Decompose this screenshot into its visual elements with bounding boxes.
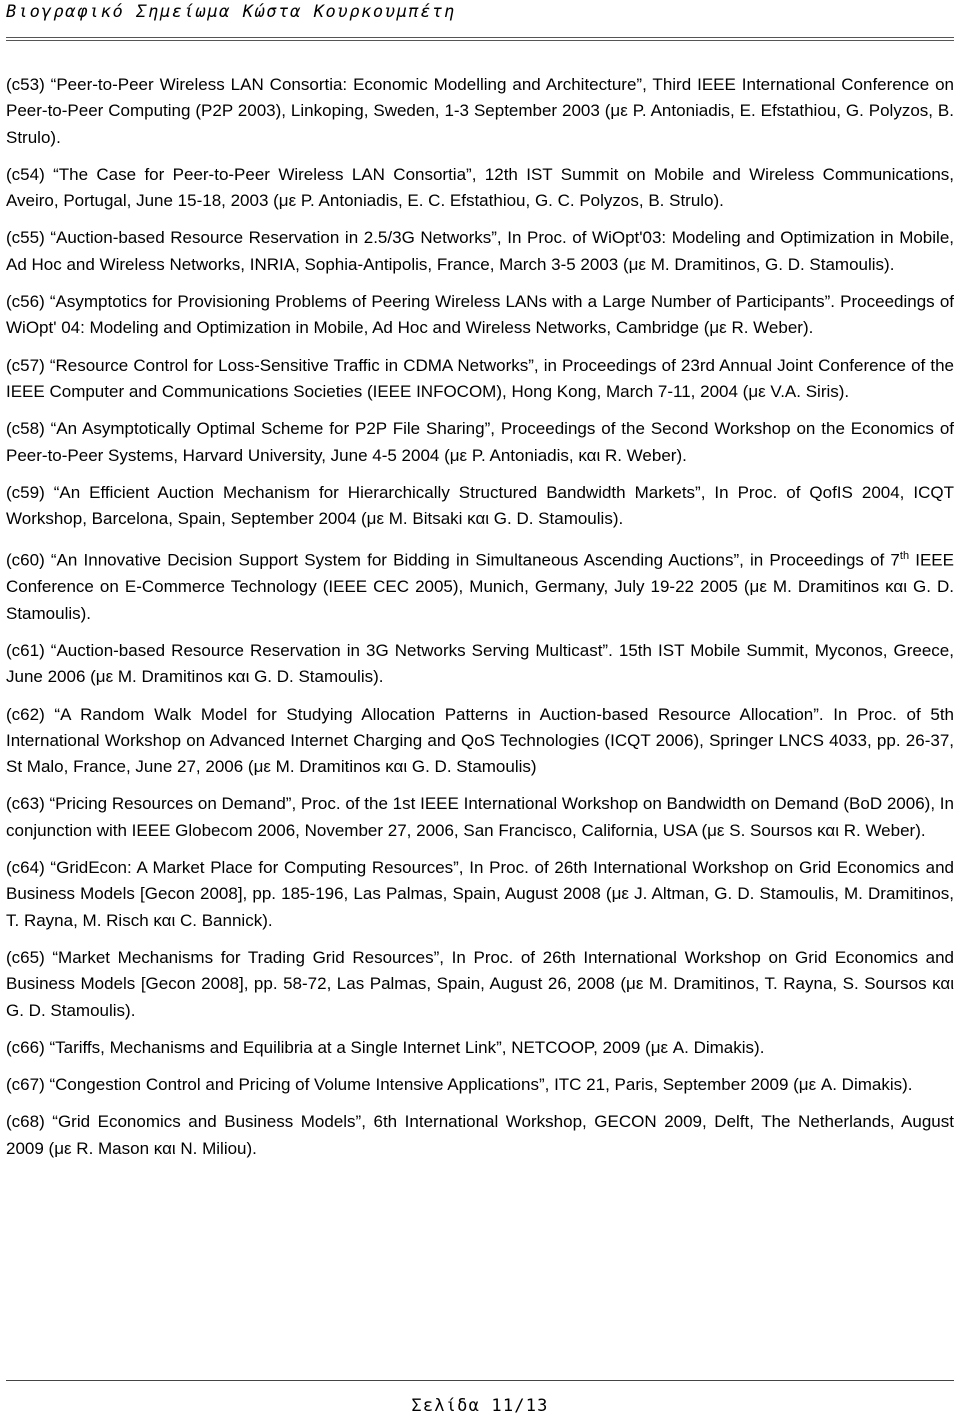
reference-c60 xyxy=(6,543,954,627)
reference-c68: (c68) “Grid Economics and Business Models”, 6th International Workshop, GECON 2009, Delft, The Netherlands, August 2009 (με R. Mason και N. Miliou). xyxy=(6,1112,954,1158)
reference-c60-superscript: th xyxy=(899,550,910,563)
reference-c59: (c59) “An Efficient Auction Mechanism for Hierarchically Structured Bandwidth Markets”, In Proc. of QofIS 2004, ICQT Workshop, Barcelona, Spain, September 2004 (με M. Bitsaki και G. D. Stamoulis). xyxy=(6,482,954,529)
reference-c53: (c53) “Peer-to-Peer Wireless LAN Consortia: Economic Modelling and Architecture”, Third IEEE International Conference on Peer-to-Peer Computing (P2P 2003), Linkoping, Sweden, 1-3 September 2003 (με P. Antoniadis, E. Efstathiou, G. Polyzos, B. Strulo). xyxy=(6,75,954,147)
reference-c56: (c56) “Asymptotics for Provisioning Problems of Peering Wireless LANs with a Large Number of Participants”. Proceedings of WiOpt' 04: Modeling and Optimization in Mobile, Ad Hoc and Wireless Networks, Cambridge (με R. Weber). xyxy=(6,292,954,338)
reference-c67: (c67) “Congestion Control and Pricing of Volume Intensive Applications”, ITC 21, Paris, September 2009 (με A. Dimakis). xyxy=(6,1075,913,1095)
reference-c58: (c58) “An Asymptotically Optimal Scheme for P2P File Sharing”, Proceedings of the Second Workshop on the Economics of Peer-to-Peer Systems, Harvard University, June 4-5 2004 (με P. Antoniadis, και R. Weber). xyxy=(6,419,954,465)
reference-list xyxy=(6,72,954,1173)
reference-c63: (c63) “Pricing Resources on Demand”, Proc. of the 1st IEEE International Workshop on Bandwidth on Demand (BoD 2006), In conjunction with IEEE Globecom 2006, November 27, 2006, San Francisco, California, USA (με S. Soursos και R. Weber). xyxy=(6,794,954,840)
page-header-title: Βιογραφικό Σημείωμα Κώστα Κουρκουμπέτη xyxy=(6,2,456,22)
page-number: Σελίδα 11/13 xyxy=(411,1396,549,1416)
reference-c57: (c57) “Resource Control for Loss-Sensitive Traffic in CDMA Networks”, in Proceedings of 23rd Annual Joint Conference of the IEEE Computer and Communications Societies (IEEE INFOCOM), Hong Kong, March 7-11, 2004 (με V.A. Siris). xyxy=(6,355,954,401)
reference-c62: (c62) “A Random Walk Model for Studying Allocation Patterns in Auction-based Resource Allocation”. In Proc. of 5th International Workshop on Advanced Internet Charging and QoS Technologies (ICQT 2006), Springer LNCS 4033, pp. 26-37, St Malo, France, June 27, 2006 (με M. Dramitinos και G. D. Stamoulis) xyxy=(6,704,954,777)
reference-c55: (c55) “Auction-based Resource Reservation in 2.5/3G Networks”, In Proc. of WiOpt'03: Modeling and Optimization in Mobile, Ad Hoc and Wireless Networks, INRIA, Sophia-Antipolis, France, March 3-5 2003 (με M. Dramitinos, G. D. Stamoulis). xyxy=(6,228,954,274)
header-divider xyxy=(6,37,954,41)
reference-c65: (c65) “Market Mechanisms for Trading Grid Resources”, In Proc. of 26th International Workshop on Grid Economics and Business Models [Gecon 2008], pp. 58-72, Las Palmas, Spain, August 26, 2008 (με M. Dramitinos, T. Rayna, S. Soursos και G. D. Stamoulis). xyxy=(6,947,954,1020)
reference-c61: (c61) “Auction-based Resource Reservation in 3G Networks Serving Multicast”. 15th IST Mobile Summit, Myconos, Greece, June 2006 (με M. Dramitinos και G. D. Stamoulis). xyxy=(6,641,954,687)
reference-c64: (c64) “GridEcon: A Market Place for Computing Resources”, In Proc. of 26th International Workshop on Grid Economics and Business Models [Gecon 2008], pp. 185-196, Las Palmas, Spain, August 2008 (με J. Altman, G. D. Stamoulis, M. Dramitinos, T. Rayna, M. Risch και C. Bannick). xyxy=(6,858,954,930)
reference-c60-text-after: IEEE Conference on E-Commerce Technology (IEEE CEC 2005), Munich, Germany, July 19-22 2005 (με M. Dramitinos και G. D. Stamoulis). xyxy=(6,551,954,623)
reference-c60-text-before: (c60) “An Innovative Decision Support System for Bidding in Simultaneous Ascending Auctions”, in Proceedings of 7 xyxy=(6,551,900,571)
reference-c54: (c54) “The Case for Peer-to-Peer Wireless LAN Consortia”, 12th IST Summit on Mobile and Wireless Communications, Aveiro, Portugal, June 15-18, 2003 (με P. Antoniadis, E. C. Efstathiou, G. C. Polyzos, B. Strulo). xyxy=(6,164,954,211)
footer-divider xyxy=(6,1380,954,1381)
reference-c66: (c66) “Tariffs, Mechanisms and Equilibria at a Single Internet Link”, NETCOOP, 2009 (με A. Dimakis). xyxy=(6,1037,765,1057)
